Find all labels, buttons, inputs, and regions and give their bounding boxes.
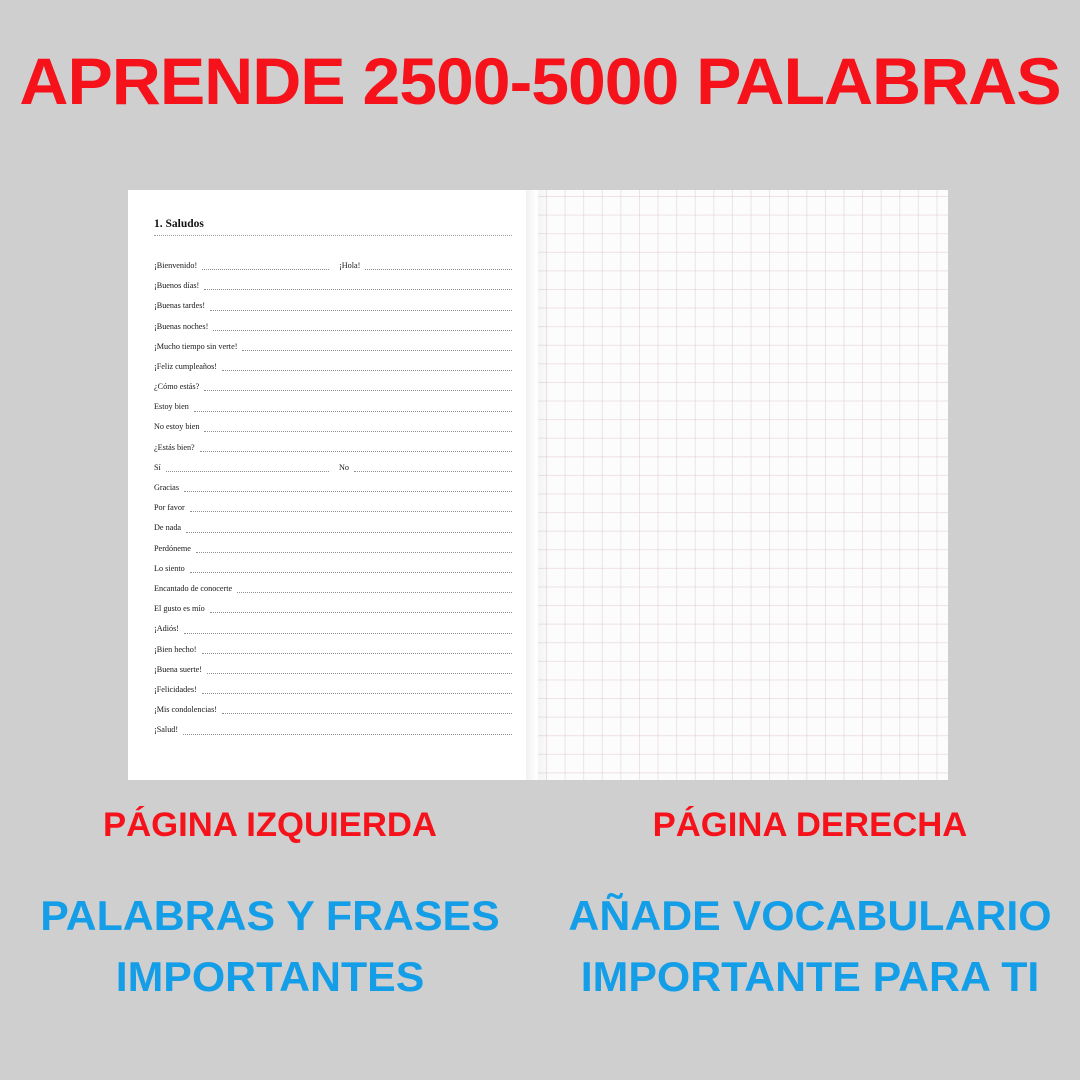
entry-write-line[interactable] <box>183 725 512 735</box>
vocabulary-entry <box>154 311 512 331</box>
caption-left <box>0 808 540 1007</box>
entry-write-line[interactable] <box>242 341 512 351</box>
entry-half-right <box>329 260 512 270</box>
vocabulary-entry <box>154 634 512 654</box>
entry-term: ¡Buenas tardes! <box>154 301 206 311</box>
vocabulary-entry <box>154 492 512 512</box>
vocabulary-entry <box>154 270 512 290</box>
caption-left-subtitle-line1: PALABRAS Y FRASES <box>40 891 500 939</box>
entry-term: ¡Buenas noches! <box>154 321 209 331</box>
entry-write-line[interactable] <box>207 664 512 674</box>
vocabulary-entry <box>154 674 512 694</box>
entry-write-line[interactable] <box>237 583 512 593</box>
caption-left-title: PÁGINA IZQUIERDA <box>103 806 437 844</box>
caption-right <box>540 808 1080 1007</box>
entry-term: Encantado de conocerte <box>154 583 233 593</box>
entry-term: ¡Felicidades! <box>154 684 197 694</box>
caption-right-subtitle <box>535 886 1080 1008</box>
entry-write-line[interactable] <box>213 321 512 331</box>
entry-term: ¿Cómo estás? <box>154 382 200 392</box>
vocabulary-entry <box>154 331 512 351</box>
entry-term: Sí <box>154 462 161 472</box>
caption-row <box>0 808 1080 1007</box>
entry-write-line[interactable] <box>204 280 512 290</box>
entry-write-line[interactable] <box>200 442 512 452</box>
entry-write-line-secondary[interactable] <box>354 462 512 472</box>
entry-write-line[interactable] <box>184 624 512 634</box>
caption-right-title: PÁGINA DERECHA <box>652 806 968 844</box>
entry-write-line[interactable] <box>210 301 512 311</box>
entry-term: No estoy bien <box>154 422 200 432</box>
entry-write-line[interactable] <box>204 422 512 432</box>
vocabulary-entry <box>154 553 512 573</box>
entry-term: De nada <box>154 523 182 533</box>
vocabulary-entry <box>154 290 512 310</box>
entry-write-line[interactable] <box>190 563 512 573</box>
entry-term: El gusto es mío <box>154 604 205 614</box>
vocabulary-entry <box>154 452 512 472</box>
entry-term: Perdóneme <box>154 543 191 553</box>
entry-term-secondary: No <box>339 462 350 472</box>
entry-term: ¡Mucho tiempo sin verte! <box>154 341 238 351</box>
entry-term: ¡Feliz cumpleaños! <box>154 361 217 371</box>
vocabulary-entry <box>154 533 512 553</box>
title-divider <box>154 235 512 236</box>
left-page <box>128 190 538 780</box>
entry-term: ¡Buenos días! <box>154 281 200 291</box>
vocabulary-entry <box>154 472 512 492</box>
caption-right-subtitle-line2: IMPORTANTE PARA TI <box>580 952 1040 1000</box>
vocabulary-entry <box>154 250 512 270</box>
vocabulary-entry <box>154 391 512 411</box>
entry-term: Estoy bien <box>154 402 189 412</box>
right-page-grid <box>538 190 948 780</box>
vocabulary-entry <box>154 613 512 633</box>
entry-write-line[interactable] <box>202 684 512 694</box>
entry-write-line[interactable] <box>204 381 512 391</box>
entry-write-line[interactable] <box>196 543 512 553</box>
entry-write-line[interactable] <box>202 260 329 270</box>
notebook-spread <box>128 190 948 780</box>
caption-left-subtitle-line2: IMPORTANTES <box>115 952 425 1000</box>
entry-term: ¡Adiós! <box>154 624 180 634</box>
vocabulary-entry <box>154 694 512 714</box>
entry-write-line[interactable] <box>186 523 512 533</box>
entry-write-line-secondary[interactable] <box>365 260 512 270</box>
entry-term: Gracias <box>154 483 180 493</box>
vocabulary-entry <box>154 573 512 593</box>
caption-left-subtitle <box>0 886 545 1008</box>
entry-half-left <box>154 462 329 472</box>
caption-right-subtitle-line1: AÑADE VOCABULARIO <box>568 891 1052 939</box>
entry-half-left <box>154 260 329 270</box>
entry-term: ¡Bienvenido! <box>154 260 198 270</box>
entry-write-line[interactable] <box>222 704 512 714</box>
vocabulary-entry <box>154 593 512 613</box>
entry-term: ¿Estás bien? <box>154 442 195 452</box>
vocabulary-entry <box>154 512 512 532</box>
entry-term: ¡Mis condolencias! <box>154 705 217 715</box>
entry-term: ¡Buena suerte! <box>154 664 202 674</box>
vocabulary-entry <box>154 351 512 371</box>
vocabulary-entry <box>154 714 512 734</box>
vocabulary-entry <box>154 654 512 674</box>
entry-write-line[interactable] <box>202 644 512 654</box>
entry-half-right <box>329 462 512 472</box>
entry-write-line[interactable] <box>194 402 512 412</box>
entry-term-secondary: ¡Hola! <box>339 260 361 270</box>
entry-write-line[interactable] <box>210 603 512 613</box>
entry-write-line[interactable] <box>222 361 512 371</box>
vocabulary-entry <box>154 371 512 391</box>
entry-write-line[interactable] <box>190 502 512 512</box>
entry-term: Por favor <box>154 503 185 513</box>
entry-write-line[interactable] <box>166 462 329 472</box>
entry-term: ¡Bien hecho! <box>154 644 197 654</box>
vocabulary-entry-list <box>154 250 512 735</box>
page-title: APRENDE 2500-5000 PALABRAS <box>19 44 1061 118</box>
entry-write-line[interactable] <box>184 482 512 492</box>
vocabulary-entry <box>154 432 512 452</box>
entry-term: Lo siento <box>154 563 185 573</box>
vocabulary-entry <box>154 412 512 432</box>
section-title: 1. Saludos <box>154 218 204 230</box>
entry-term: ¡Salud! <box>154 725 179 735</box>
